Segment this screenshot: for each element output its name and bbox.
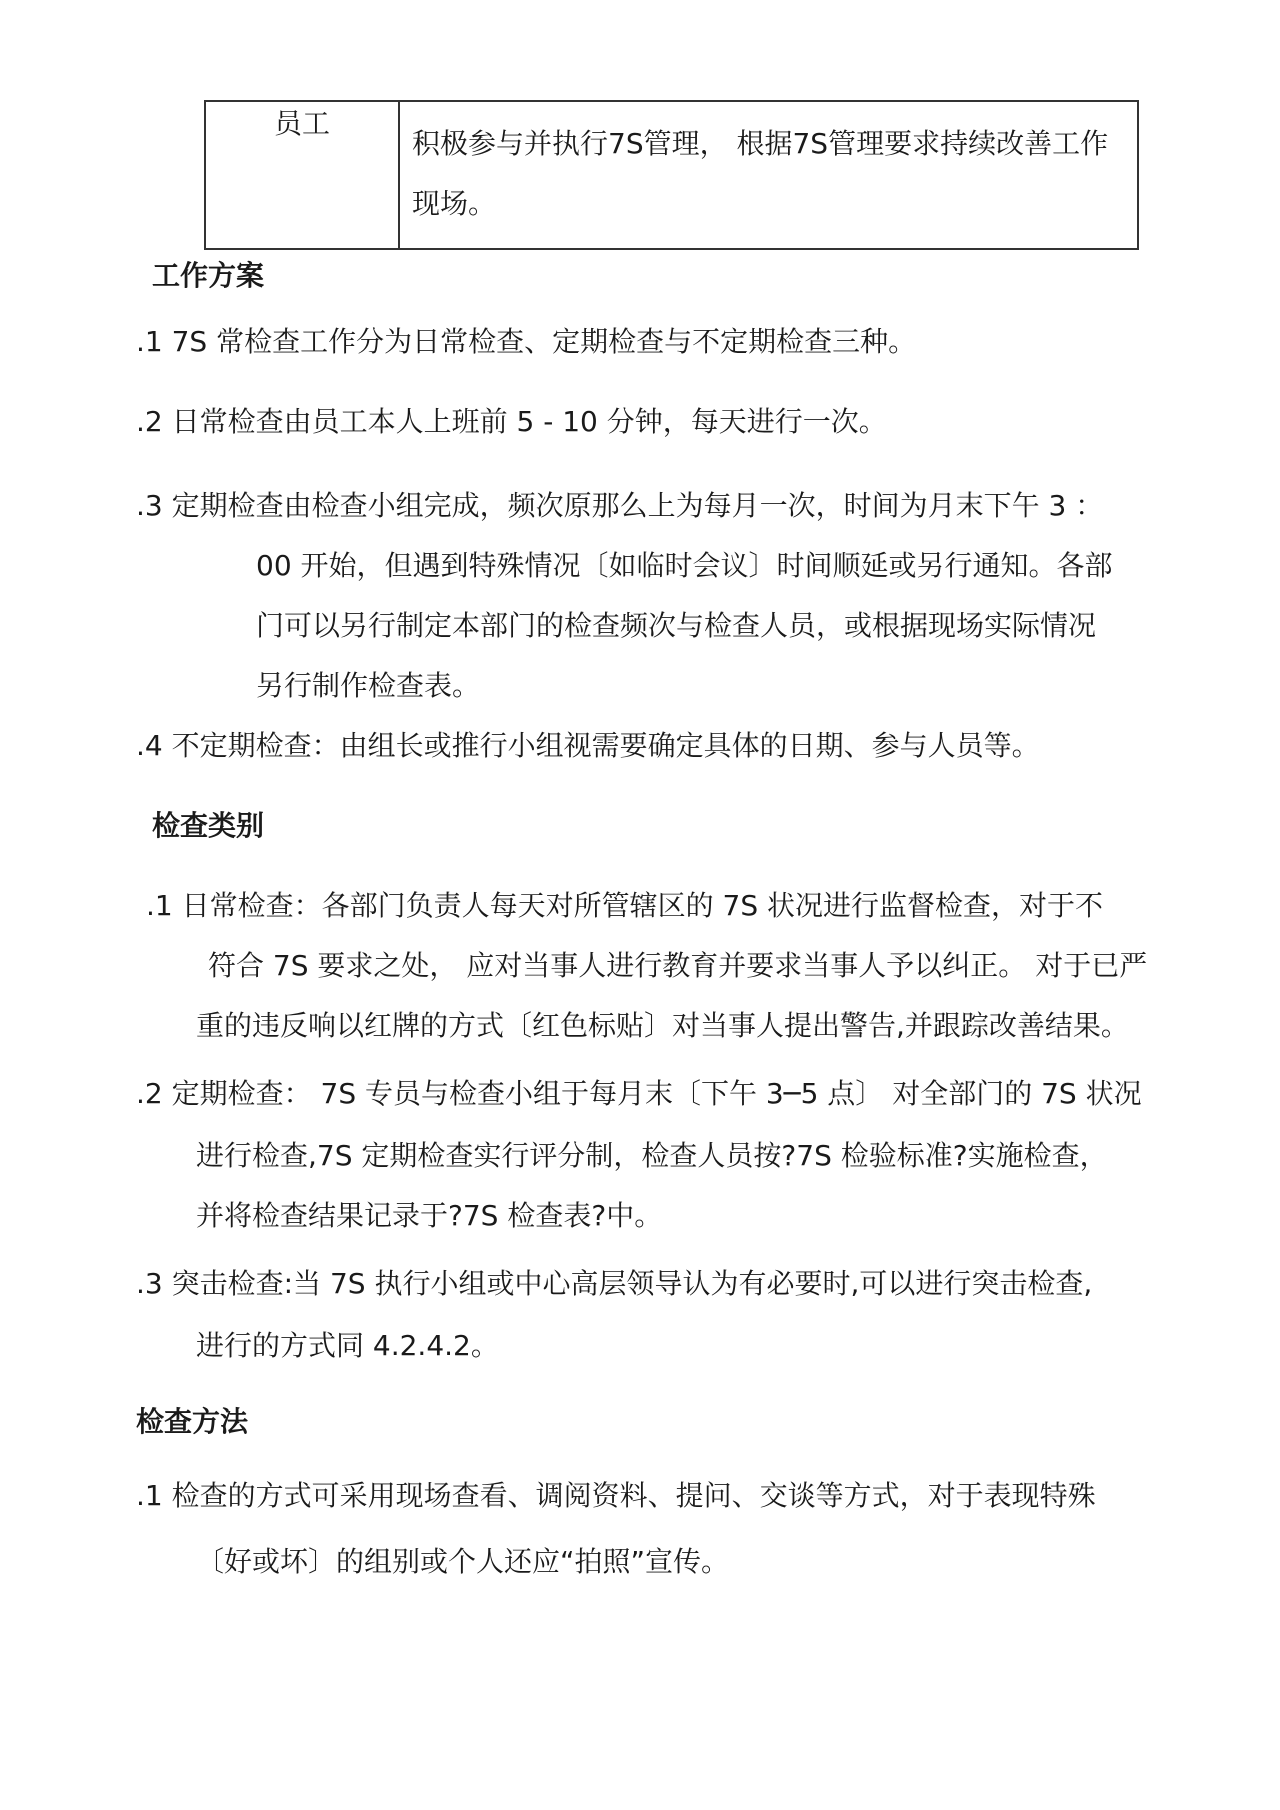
list-item: .1 日常检查：各部门负责人每天对所管辖区的 7S 状况进行监督检查，对于不 — [146, 889, 1104, 922]
role-table — [204, 100, 1139, 250]
role-description-cell: 积极参与并执行7S管理， 根据7S管理要求持续改善工作现场。 — [399, 101, 1138, 249]
list-item-continuation: 符合 7S 要求之处， 应对当事人进行教育并要求当事人予以纠正。 对于已严 — [208, 949, 1148, 982]
list-item-continuation: 00 开始，但遇到特殊情况〔如临时会议〕时间顺延或另行通知。各部 — [256, 549, 1113, 582]
list-item: .3 定期检查由检查小组完成，频次原那么上为每月一次，时间为月末下午 3 ： — [136, 489, 1104, 522]
section-heading-check-methods: 检查方法 — [136, 1405, 249, 1438]
list-item-continuation: 进行检查,7S 定期检查实行评分制，检查人员按?7S 检验标准?实施检查， — [196, 1139, 1108, 1172]
list-item-continuation: 〔好或坏〕的组别或个人还应“拍照”宣传。 — [196, 1545, 730, 1578]
list-item-continuation: 门可以另行制定本部门的检查频次与检查人员，或根据现场实际情况 — [256, 609, 1097, 642]
list-item: .2 定期检查： 7S 专员与检查小组于每月末〔下午 3─5 点〕 对全部门的 7S 状况 — [136, 1077, 1142, 1110]
list-item-continuation: 并将检查结果记录于?7S 检查表?中。 — [196, 1199, 663, 1232]
list-item-continuation: 重的违反响以红牌的方式〔红色标贴〕对当事人提出警告,并跟踪改善结果。 — [196, 1009, 1129, 1042]
list-item-continuation: 进行的方式同 4.2.4.2。 — [196, 1329, 499, 1362]
list-item: .1 检查的方式可采用现场查看、调阅资料、提问、交谈等方式，对于表现特殊 — [136, 1479, 1096, 1512]
role-name-cell: 员工 — [205, 101, 399, 249]
list-item-continuation: 另行制作检查表。 — [256, 669, 481, 702]
section-heading-work-plan: 工作方案 — [152, 259, 265, 292]
section-heading-check-types: 检查类别 — [152, 809, 265, 842]
list-item: .4 不定期检查：由组长或推行小组视需要确定具体的日期、参与人员等。 — [136, 729, 1040, 762]
list-item: .2 日常检查由员工本人上班前 5 - 10 分钟，每天进行一次。 — [136, 405, 887, 438]
list-item: .1 7S 常检查工作分为日常检查、定期检查与不定期检查三种。 — [136, 325, 917, 358]
list-item: .3 突击检查:当 7S 执行小组或中心高层领导认为有必要时,可以进行突击检查, — [136, 1267, 1093, 1300]
table-row — [205, 101, 1138, 249]
